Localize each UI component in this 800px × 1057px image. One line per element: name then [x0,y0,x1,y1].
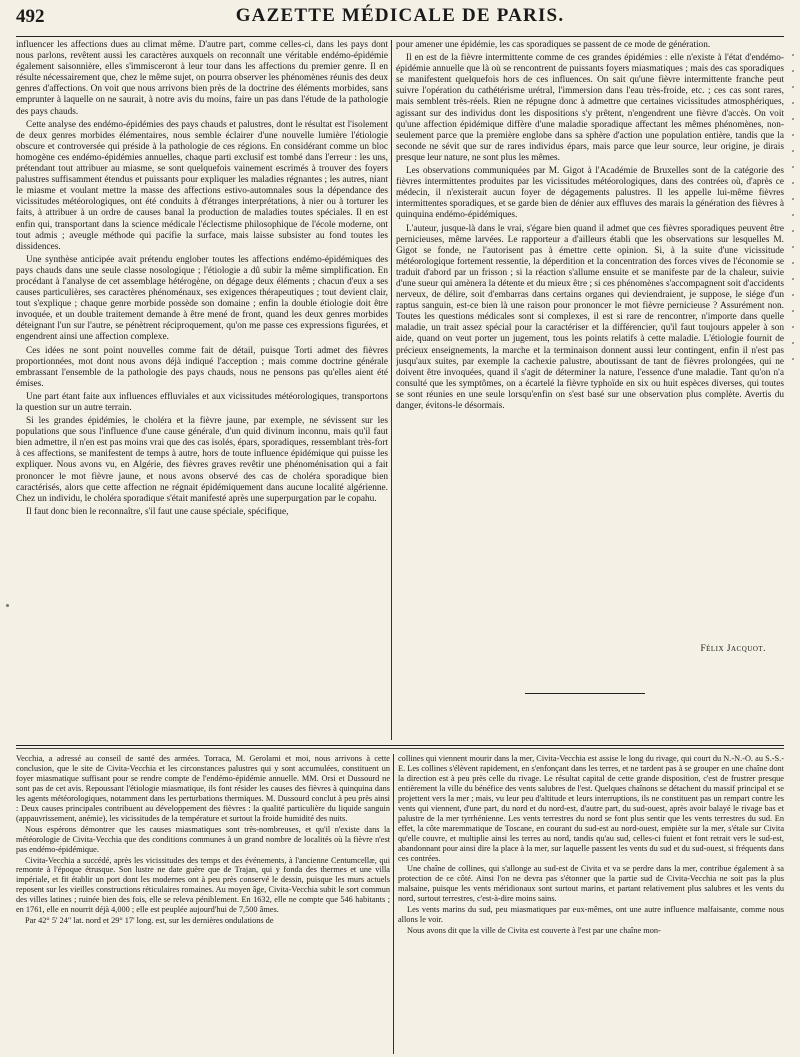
paragraph: L'auteur, jusque-là dans le vrai, s'égare bien quand il admet que ces fièvres sporadiques peuvent être pernicieuses, même larvées. Le rapporteur a d'ailleurs établi que les observations sur lesquelles M. Gigot se fonde, ne l'autorisent pas à émettre cette opinion. Si, à la suite d'une vicissitude météorologique fortement ressentie, la déperdition et la concentration des forces vives de l'économie se traduit d'abord par un frisson ; si la réaction s'allume ensuite et se manifeste par de la chaleur, suivie d'une sueur qui amènera la détente et du mieux être ; si ces phénomènes s'accompagnent soit d'accidents nerveux, de délire, soit d'embarras dans certains organes qui deviendraient, je suppose, le siége d'un raptus sanguin, est-ce bien là une raison pour prononcer le mot fièvre pernicieuse ? Assurément non. Toutes les questions médicales sont si complexes, il est si rare de rencontrer, n'importe dans quelle maladie, un trait assez spécial pour la caractériser et la différencier, qu'il faut toujours appeler à son aide, quand on veut porter un jugement, tous les points relatifs à cette maladie. L'étiologie fournit de précieux enseignements, la marche et la terminaison donnent aussi leur contingent, enfin il n'est pas jusqu'aux suites, par exemple la cachexie palustre, aboutissant de tant de fièvres prolongées, qui ne doivent être invoquées, quand il s'agit de déterminer la nature, l'essence d'une maladie. Tant qu'on n'a consulté que les symptômes, on a écartelé la fièvre typhoïde en six ou huit espèces diverses, qui toutes se sont réunies en une seule lorsqu'enfin on s'est basé sur une observation plus complète. Avertis du danger, évitons-le désormais. [396,223,784,411]
paragraph: Une chaîne de collines, qui s'allonge au sud-est de Civita et va se perdre dans la mer, contribue également à sa protection de ce côté. Ainsi l'on ne devra pas s'étonner que la partie sud de Civita-Vecchia ne soit pas la plus malsaine, puisque les vents méridionaux sont surtout marins, et partant relativement plus salubres et les vents du nord, surtout terrestres, c'est-à-dire moins sains. [398,864,784,904]
paragraph: Les vents marins du sud, peu miasmatiques par eux-mêmes, ont une autre influence malfaisante, comme nous allons le voir. [398,905,784,925]
paragraph: Ces idées ne sont point nouvelles comme fait de détail, puisque Torti admet des fièvres proportionnées, mot dont nous avons déjà indiqué l'acception ; mais comme doctrine générale embrassant l'ensemble de la pathologie des pays chauds, nous ne pensons pas qu'elles aient été émises. [16,345,388,389]
page-header [16,4,784,30]
paragraph: influencer les affections dues au climat même. D'autre part, comme celles-ci, dans les pays dont nous parlons, revêtent aussi les caractères auxquels on reconnaît une véritable endémo-épidémie également saisonnière, elles s'immisceront à leur tour dans les affections du premier genre. Il en résulte nécessairement que, chez le même sujet, on pourra observer les phénomènes réunis des deux genres d'affections. On voit que nous arrivons bien près de la doctrine des éléments morbides, sans emprunter à laquelle on ne saurait, à notre avis du moins, faire un pas dans l'étude de la pathologie des pays chauds. [16,40,388,117]
bottom-left-column [16,754,390,1054]
margin-marks [788,40,798,780]
feuilleton-separator [16,745,784,746]
paragraph: Par 42° 5' 24" lat. nord et 29° 17' long. est, sur les dernières ondulations de [25,916,274,926]
column-divider [391,40,392,740]
paragraph: Une part étant faite aux influences effluviales et aux vicissitudes météorologiques, transportons la question sur un autre terrain. [16,391,388,413]
paragraph: Une synthèse anticipée avait prétendu englober toutes les affections endémo-épidémiques des pays chauds dans une seule classe nosologique ; l'étiologie a dû subir la même simplification. En procédant à l'analyse de cet assemblage hétérogène, on dégage deux éléments ; chacun d'eux a ses causes particulières, ses caractères phénoménaux, ses exigences thérapeutiques ; tout devient clair, tout s'explique ; chaque genre morbide possède son domaine ; enfin la double étiologie doit être invoquée, et un double traitement demande à être mené de front, quand les deux genres morbides déteignant l'un sur l'autre, se pénètrent réciproquement, qu'on me passe ces expressions figurées, et engendrent ainsi une affection complexe. [16,254,388,343]
margin-dot [6,604,9,607]
page-number: 492 [16,6,45,27]
paragraph: Cette analyse des endémo-épidémies des pays chauds et palustres, dont le résultat est l'isolement de deux genres morbides élémentaires, nous semble éclairer d'une nouvelle lumière l'étiologie obscure et controversée qui préside à la pathologie de ces régions. En considérant comme un bloc homogène ces endémo-épidémies annuelles, chaque parti exclusif est tombé dans l'erreur : les uns, prétendant tout attribuer au miasme, se sont quelquefois vainement escrimés à trouver des foyers palustres suffisamment étendus et puissants pour expliquer les maladies régnantes ; les autres, niant le miasme et voulant mettre la masse des affections estivo-automnales sous la dépendance des vicissitudes météorologiques, ont été conduits à d'étranges interprétations, à nier ou à torturer les faits, à attribuer à un ordre de causes banal la production de maladies toutes spéciales. Il en est enfin qui, transportant dans la science médicale l'éclectisme philosophique de l'école moderne, ont tout admis ; aveugle méthode qui pacifie la surface, mais laisse subsister au fond toutes les dissidences. [16,119,388,252]
paragraph: Les observations communiquées par M. Gigot à l'Académie de Bruxelles sont de la catégorie des fièvres intermittentes produites par les vicissitudes météorologiques, dans des contrées où, d'après ce médecin, il n'existerait aucun foyer de dégagements palustres. Il les appelle lui-même fièvres intermittentes sporadiques, et se garde bien de dénier aux effluves des marais la génération des fièvres à quinquina endémo-épidémiques. [396,166,784,221]
paragraph: Nous avons dit que la ville de Civita est couverte à l'est par une chaîne mon- [407,926,661,936]
feuilleton-separator-thin [16,748,784,749]
author-signature: Félix Jacquot. [700,644,766,654]
paragraph: Si les grandes épidémies, le choléra et la fièvre jaune, par exemple, ne sévissent sur les populations que sous l'influence d'une cause générale, d'un quid divinum inconnu, mais qu'il faut bien admettre, il n'en est pas moins vrai que des cas isolés, épars, sporadiques, ressemblant très-fort à ces affections, se manifestent de temps à autre, hors de toute influence épidémique qui puisse les expliquer. Nous avons vu, en Algérie, des fièvres graves revêtir une phénoménisation qui a fait prononcer le mot fièvre jaune, et nous avons observé des cas de choléra sporadique bien caractérisés, alors que cette affection ne régnait épidémiquement dans aucune localité algérienne. Chez un individu, le choléra sporadique s'était manifesté après une superpurgation par le copahu. [16,416,388,504]
paragraph: Civita-Vecchia a succédé, après les vicissitudes des temps et des événements, à l'ancienne Centumcellæ, qui remonte à l'époque étrusque. Son lustre ne date guère que de Trajan, qui y fonda des thermes et une villa impériale, et fit établir un port dont les modernes ont à peu près conservé le dessin, puisque les murs actuels reposent sur les vieilles constructions réticulaires romaines. Au moyen âge, Civita-Vecchia subit le sort commun des villes latines ; ruinée bien des fois, elle se releva péniblement. En 1632, elle ne compte que 546 habitants ; en 1761, elle en nourrit déjà 4,000 ; elle est peuplée aujourd'hui de 7,500 âmes. [16,855,390,915]
paragraph: Nous espérons démontrer que les causes miasmatiques sont très-nombreuses, et qu'il n'existe dans la météorologie de Civita-Vecchia que des conditions communes à un grand nombre de localités où la fièvre n'est pas endémo-épidémique. [16,824,390,854]
paragraph: Il faut donc bien le reconnaître, s'il faut une cause spéciale, spécifique, [26,506,289,517]
bottom-column-divider [393,754,394,1054]
left-column [16,40,388,740]
paragraph: Vecchia, a adressé au conseil de santé des armées. Torraca, M. Gerolami et moi, nous arrivons à cette conclusion, que le site de Civita-Vecchia et les circonstances palustres qui y sont accumulées, constituent un foyer miasmatique suffisant pour se rendre compte de l'endémo-épidémie annuelle. MM. Orsi et Dussourd ne sont pas de cet avis. Repoussant l'étiologie miasmatique, ils font résider les causes des fièvres à quinquina dans les agents météorologiques, notamment dans les perturbations thermiques. M. Dussourd conclut à peu près ainsi : Deux causes principales contribuent au développement des fièvres : la qualité particulière du liquide sanguin (appauvrissement, anémie), les vicissitudes de la température et surtout la froide humidité des nuits. [16,754,390,823]
bottom-right-column [398,754,784,1054]
paragraph: Il en est de la fièvre intermittente comme de ces grandes épidémies : elle n'existe à l'état d'endémo-épidémie annuelle que là où se rencontrent de puissants foyers miasmatiques ; mais des cas sporadiques se manifestent quelquefois hors de ces influences. On sait qu'une fièvre intermittente franche peut suivre l'opération du cathétérisme urétral, l'immersion dans l'eau très-froide, etc. ; ces cas sont rares, mais semblent très-réels. Rien ne répugne donc à admettre que certaines vicissitudes atmosphériques, agissant sur des individus dont les dispositions s'y prêtent, n'engendrent une fièvre d'accès. On voit qu'une affection épidémique diffère d'une maladie sporadique affectant les mêmes phénomènes, non-seulement parce que la première englobe dans sa sphère d'action une population entière, tandis que la seconde ne sévit que sur de rares individus épars, mais parce que leur source, leur origine, je dirais presque leur nature, ne sont plus les mêmes. [396,53,784,163]
article-end-rule [525,693,645,694]
header-rule [16,36,784,37]
right-column [396,40,784,640]
journal-title: GAZETTE MÉDICALE DE PARIS. [235,5,565,26]
paragraph: pour amener une épidémie, les cas sporadiques se passent de ce mode de génération. [396,40,711,50]
paragraph: collines qui viennent mourir dans la mer, Civita-Vecchia est assise le long du rivage, qui court du N.-N.-O. au S.-S.-E. Les collines s'élèvent rapidement, en s'enfonçant dans les terres, et ne tardent pas à se grouper en une chaîne dont la direction est à peu près celle du rivage. Le résultat capital de cette grande disposition, c'est de frustrer presque entièrement la ville du bénéfice des vents salubres de l'est. Quelques chaînons se détachent du massif principal et se projettent vers la mer ; mais, vu leur peu d'altitude et leurs interruptions, ils ne constituent pas un rempart contre les vents qui viennent, d'une part, du nord et du nord-est, d'autre part, du sud-ouest, après avoir balayé le rivage bas et palustre de la mer tyrrhénienne. Les vents terrestres du nord se font plus sentir que les vents terrestres du sud. En effet, la côte maremmatique de Toscane, en courant du sud-est au nord-ouest, empiète sur la mer, s'étale sur Civita qu'elle couvre, et multiplie ainsi les terres au nord, tandis qu'au sud, celles-ci fuient et font retrait vers le sud-est, abandonnant pour ainsi dire la place à la mer, sur laquelle passent les vents du sud et du sud-ouest, si fréquents dans ces contrées. [398,754,784,863]
